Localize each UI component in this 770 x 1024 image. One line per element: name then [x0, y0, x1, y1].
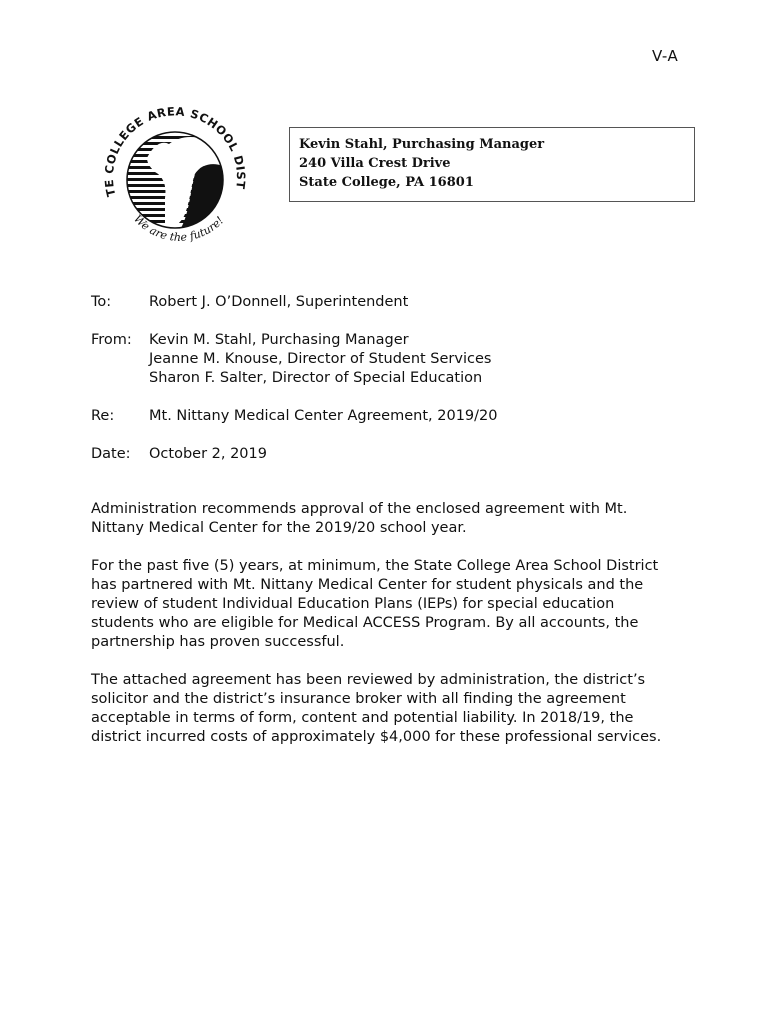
school-district-logo: [95, 88, 255, 248]
memo-date-row: [91, 445, 497, 464]
memo-from-values: [149, 331, 491, 388]
memo-to-row: [91, 293, 497, 312]
sender-address-box: [289, 127, 695, 202]
body-paragraph: For the past five (5) years, at minimum, the State College Area School District has partnered with Mt. Nittany Medical Center for student physicals and the review of student Individual Education Plans (IEPs) for special education students who are eligible for Medical ACCESS Program. By all accounts, the partnership has proven successful.: [91, 558, 659, 650]
memo-from-label: From:: [91, 332, 132, 348]
memo-from-value: Jeanne M. Knouse, Director of Student Services: [149, 351, 492, 367]
logo-motto: We are the future!: [131, 212, 227, 244]
memo-re-value: Mt. Nittany Medical Center Agreement, 2019/20: [149, 408, 498, 424]
memo-to-label: To:: [91, 294, 112, 310]
memo-body: [91, 500, 681, 766]
body-paragraph: The attached agreement has been reviewed by administration, the district’s solicitor and the district’s insurance broker with all finding the agreement acceptable in terms of form, content and potential liability. In 2018/19, the district incurred costs of approximately $4,000 for these professional services.: [91, 672, 662, 745]
sender-name-title: Kevin Stahl, Purchasing Manager: [299, 137, 545, 152]
memo-date-value: October 2, 2019: [149, 446, 267, 462]
memo-from-value: Kevin M. Stahl, Purchasing Manager: [149, 332, 409, 348]
memo-header: [91, 293, 497, 483]
memo-re-row: [91, 407, 497, 426]
sender-street: 240 Villa Crest Drive: [299, 156, 451, 171]
body-paragraph: Administration recommends approval of the enclosed agreement with Mt. Nittany Medical Center for the 2019/20 school year.: [91, 501, 628, 536]
page-label: V-A: [652, 47, 679, 65]
memo-from-row: [91, 331, 497, 388]
memo-re-label: Re:: [91, 408, 115, 424]
sender-city-state-zip: State College, PA 16801: [299, 175, 474, 190]
memo-from-value: Sharon F. Salter, Director of Special Education: [149, 370, 483, 386]
memo-to-value: Robert J. O’Donnell, Superintendent: [149, 294, 409, 310]
school-district-seal-icon: [95, 88, 255, 248]
logo-arc-text: TE COLLEGE AREA SCHOOL DIST: [101, 104, 249, 198]
memo-date-label: Date:: [91, 446, 131, 462]
